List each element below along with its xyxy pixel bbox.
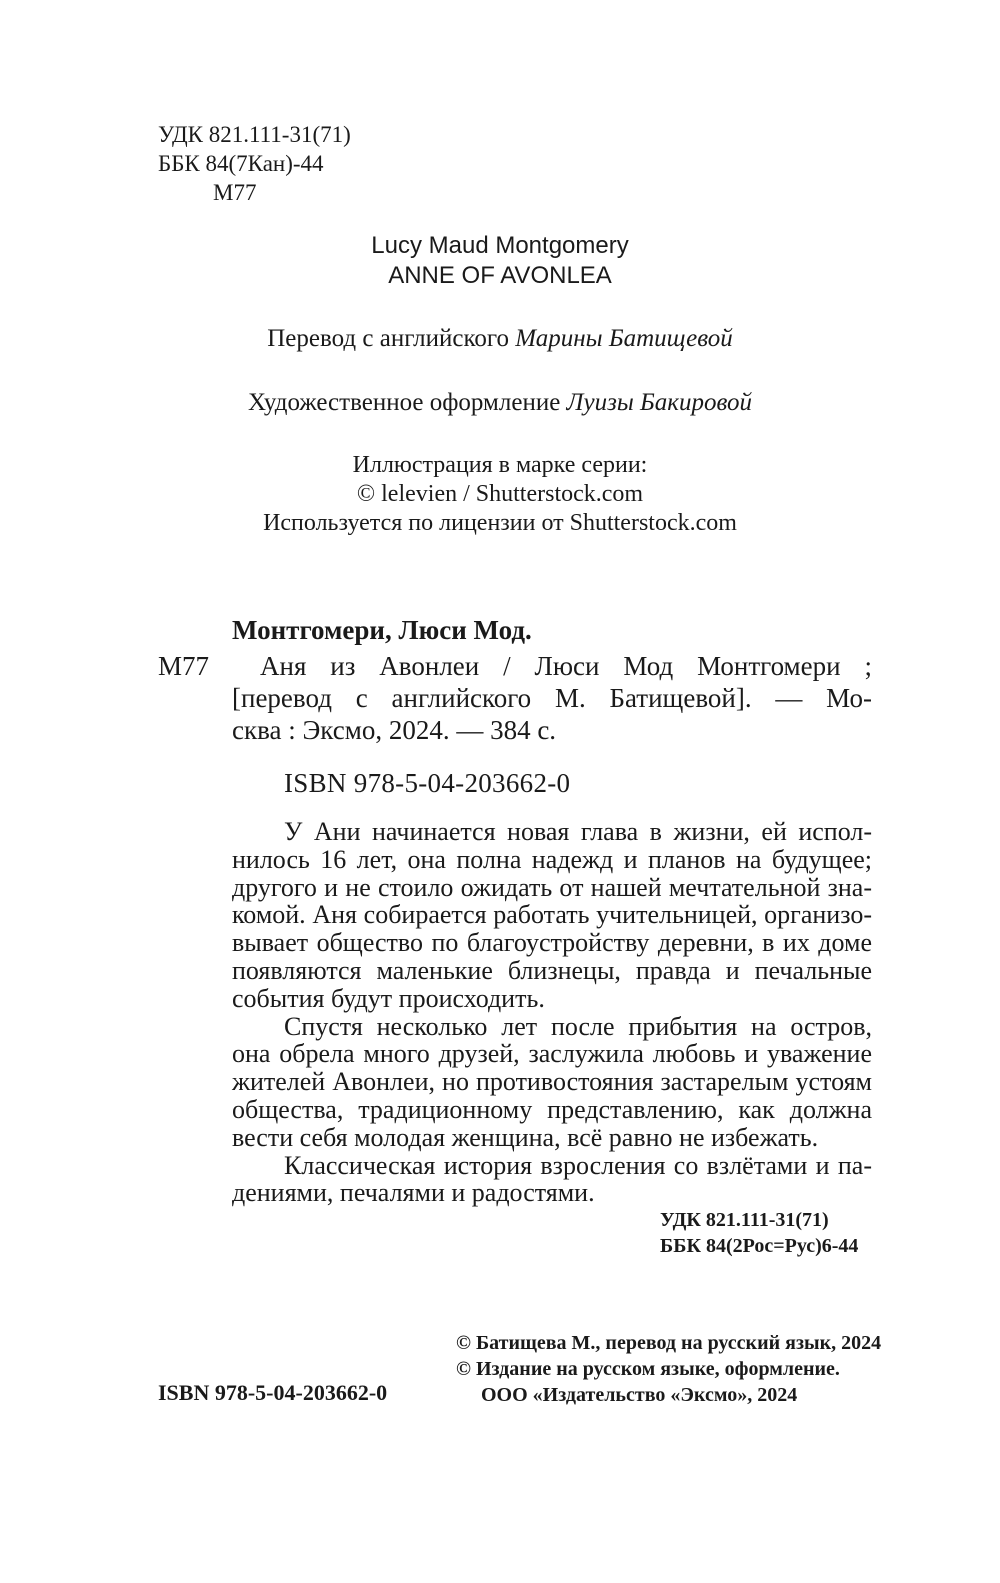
udk-bottom: УДК 821.111-31(71) — [660, 1209, 829, 1231]
annotation-line: дениями, печалями и радостями. — [232, 1178, 595, 1207]
copyright-translation: © Батищева М., перевод на русский язык, 2024 — [456, 1332, 882, 1354]
annotation-line: Спустя несколько лет после прибытия на остров, — [284, 1012, 872, 1041]
bibliographic-author-heading: Монтгомери, Люси Мод. — [232, 615, 532, 645]
isbn-main: ISBN 978-5-04-203662-0 — [284, 768, 571, 798]
bbk-bottom: ББК 84(2Рос=Рус)6-44 — [660, 1235, 859, 1257]
annotation-line: общества, традиционному представлению, как должна — [232, 1095, 872, 1124]
annotation-line: У Ани начинается новая глава в жизни, ей испол- — [284, 817, 872, 846]
copyright-publisher: ООО «Издательство «Эксмо», 2024 — [481, 1384, 798, 1406]
annotation-line: появляются маленькие близнецы, правда и печальные — [232, 956, 872, 985]
bibliographic-line-1: Аня из Авонлеи / Люси Мод Монтгомери ; — [260, 651, 872, 681]
isbn-bottom: ISBN 978-5-04-203662-0 — [158, 1380, 388, 1405]
copyright-edition: © Издание на русском языке, оформление. — [456, 1358, 840, 1380]
annotation-line: события будут происходить. — [232, 984, 545, 1013]
annotation-line: Классическая история взросления со взлётами и па- — [284, 1151, 872, 1180]
annotation-line: жителей Авонлеи, но противостояния застарелым устоям — [232, 1067, 872, 1096]
design-credit — [0, 388, 1000, 417]
annotation-line: она обрела много друзей, заслужила любовь и уважение — [232, 1039, 872, 1068]
translation-label: Перевод с английского — [267, 325, 516, 352]
translation-credit — [0, 324, 1000, 353]
original-title: ANNE OF AVONLEA — [388, 262, 612, 289]
illustration-line-3: Используется по лицензии от Shutterstock.com — [263, 510, 737, 536]
annotation-line: комой. Аня собирается работать учительницей, организо- — [232, 900, 872, 929]
annotation-line: другого и не стоило ожидать от нашей мечтательной зна- — [232, 873, 872, 902]
bibliographic-line-2: [перевод с английского М. Батищевой]. — Мо- — [232, 683, 872, 713]
author-mark-top: М77 — [213, 180, 257, 205]
annotation-line: вести себя молодая женщина, всё равно не избежать. — [232, 1123, 819, 1152]
translator-name: Марины Батищевой — [515, 325, 733, 352]
bibliographic-line-3: сква : Эксмо, 2024. — 384 с. — [232, 715, 557, 745]
annotation-line: вывает общество по благоустройству деревни, в их доме — [232, 928, 872, 957]
illustration-line-2: © lelevien / Shutterstock.com — [356, 481, 644, 507]
original-author: Lucy Maud Montgomery — [371, 232, 629, 259]
designer-name: Луизы Бакировой — [566, 389, 752, 416]
design-label: Художественное оформление — [248, 389, 567, 416]
udk-top: УДК 821.111-31(71) — [158, 122, 351, 147]
annotation-line: нилось 16 лет, она полна надежд и планов на будущее; — [232, 845, 872, 874]
illustration-line-1: Иллюстрация в марке серии: — [352, 452, 648, 478]
bbk-top: ББК 84(7Кан)-44 — [158, 151, 324, 176]
bibliographic-mark: М77 — [158, 651, 210, 681]
